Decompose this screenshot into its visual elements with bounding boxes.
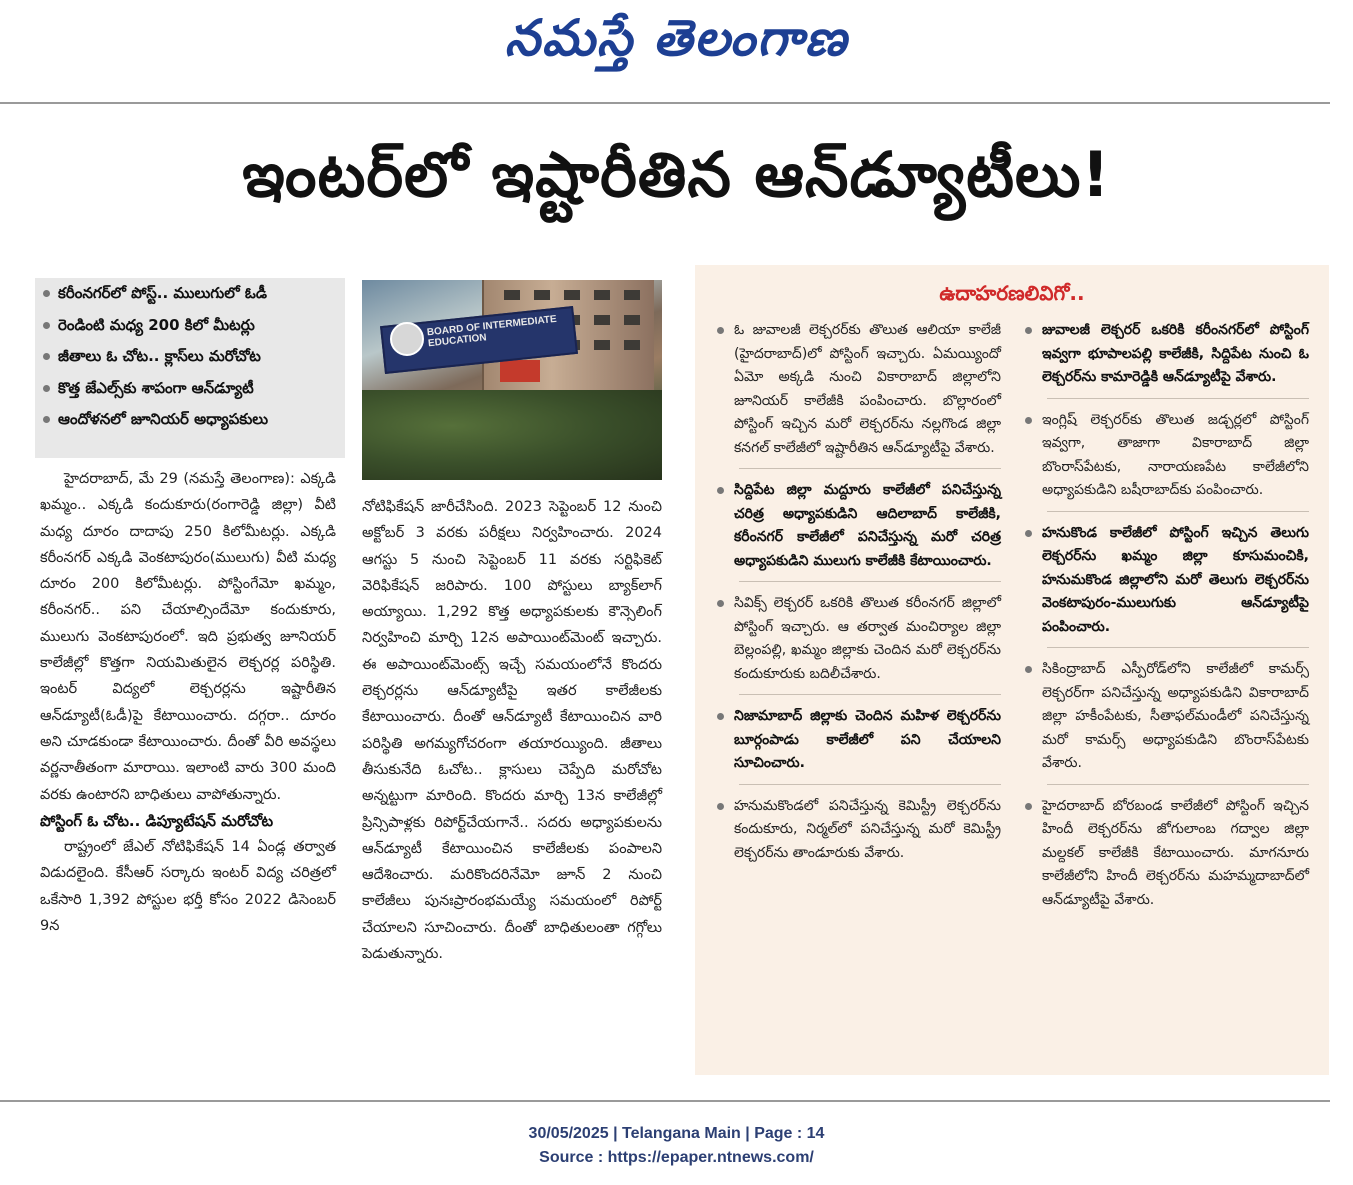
- highlight-item: జీతాలు ఓ చోట.. క్లాస్‌లు మరోచోట: [41, 347, 339, 367]
- sidebar-item: హైదరాబాద్ బోరబండ కాలేజీలో పోస్టింగ్ ఇచ్చిన హిందీ లెక్చరర్‌ను జోగులాంబ గద్వాల జిల్లా మల్దకల్ కాలేజీకి కేటాయించారు. మాగనూరు కాలేజీలోని హిందీ లెక్చరర్‌ను మహమ్మదాబాద్‌లో ఆన్‌డ్యూటీపై వేశారు.: [1025, 795, 1309, 913]
- sidebar-column-right: [1025, 319, 1309, 926]
- item-divider: [739, 581, 1001, 582]
- bullet-icon: [43, 353, 50, 360]
- top-divider: [0, 102, 1330, 104]
- sidebar-title: ఉదాహరణలివిగో..: [939, 281, 1085, 305]
- sidebar-column-left: [717, 319, 1001, 879]
- article-paragraph: హైదరాబాద్, మే 29 (నమస్తే తెలంగాణ): ఎక్కడి ఖమ్మం.. ఎక్కడి కందుకూరు(రంగారెడ్డి జిల్లా) వీటి మధ్య దూరం దాదాపు 250 కిలోమీటర్లు. ఎక్కడి కరీంనగర్ ఎక్కడి వెంకటాపురం(ములుగు) వీటి మధ్య దూరం 200 కిలోమీటర్లు. పోస్టింగేమో ఖమ్మం, కరీంనగర్.. పని చేయాల్సిందేమో కందుకూరు, ములుగు వెంకటాపురంలో. ఇది ప్రభుత్వ జూనియర్ కాలేజీల్లో కొత్తగా నియమితులైన లెక్చరర్ల పరిస్థితి. ఇంటర్ విద్యలో లెక్చరర్లను ఇష్టారీతిన ఆన్‌డ్యూటీ(ఓడీ)పై కేటాయించారు. దగ్గరా.. దూరం అని చూడకుండా కేటాయించారు. దీంతో వీరి అవస్థలు వర్ణనాతీతంగా మారాయి. ఇలాంటి వారు 300 మంది వరకు ఉంటారని బాధితులు వాపోతున్నారు.: [40, 471, 336, 803]
- photo-signboard: BOARD OF INTERMEDIATE EDUCATION: [380, 306, 578, 374]
- photo-trees: [362, 390, 662, 480]
- bottom-divider: [0, 1100, 1330, 1102]
- item-divider: [739, 468, 1001, 469]
- article-paragraph: నోటిఫికేషన్ జారీచేసింది. 2023 సెప్టెంబర్ 12 నుంచి అక్టోబర్ 3 వరకు పరీక్షలు నిర్వహించారు. 2024 ఆగస్టు 5 నుంచి సెప్టెంబర్ 11 వరకు సర్టిఫికెట్ వెరిఫికేషన్ జరిపారు. 100 పోస్టులు బ్యాక్‌లాగ్ అయ్యాయి. 1,292 కొత్త అధ్యాపకులకు కౌన్సెలింగ్ నిర్వహించి మార్చి 12న అపాయింట్‌మెంట్ ఇచ్చారు. ఈ అపాయింట్‌మెంట్స్ ఇచ్చే సమయంలోనే కొందరు లెక్చరర్లను ఆన్‌డ్యూటీపై ఇతర కాలేజీలకు కేటాయించారు. దీంతో ఆన్‌డ్యూటీ కేటాయించిన వారి పరిస్థితి అగమ్యగోచరంగా తయారయ్యింది. జీతాలు తీసుకునేది ఓచోట.. క్లాసులు చెప్పేది మరోచోట అన్నట్టుగా మారింది. కొందరు మార్చి 13న కాలేజీల్లో ప్రిన్సిపాళ్లకు రిపోర్ట్‌చేయగానే.. సదరు అధ్యాపకులను ఆన్‌డ్యూటీ కేటాయించిన కాలేజీలకు పంపాలని ఆదేశించారు. మరికొందరినేమో జూన్ 2 నుంచి కాలేజీలు పునఃప్రారంభమయ్యే సమయంలో రిపోర్ట్ చేయాలని సూచించారు. దీంతో బాధితులంతా గగ్గోలు పెడుతున్నారు.: [362, 499, 662, 963]
- bullet-icon: [43, 322, 50, 329]
- item-divider: [739, 694, 1001, 695]
- bullet-icon: [717, 713, 724, 720]
- bullet-icon: [717, 487, 724, 494]
- sidebar-item: నిజామాబాద్ జిల్లాకు చెందిన మహిళ లెక్చరర్‌ను బూర్గంపాడు కాలేజీలో పని చేయాలని సూచించారు.: [717, 705, 1001, 776]
- highlight-item: కొత్త జేఎల్స్‌కు శాపంగా ఆన్‌డ్యూటీ: [41, 379, 339, 399]
- bullet-icon: [717, 803, 724, 810]
- sidebar-item: సికింద్రాబాద్ ఎస్పీరోడ్‌లోని కాలేజీలో కామర్స్ లెక్చరర్‌గా పనిచేస్తున్న అధ్యాపకుడిని వికారాబాద్ జిల్లా హకీంపేటకు, సీతాఫల్‌మండీలో పనిచేస్తున్న మరో కామర్స్ అధ్యాపకుడిని బొంరాస్‌పేటకు వేశారు.: [1025, 658, 1309, 776]
- item-divider: [1047, 398, 1309, 399]
- sidebar-item: సిద్దిపేట జిల్లా మద్దూరు కాలేజీలో పనిచేస్తున్న చరిత్ర అధ్యాపకుడిని ఆదిలాబాద్ కాలేజీకి, కరీంనగర్ కాలేజీలో పనిచేస్తున్న మరో చరిత్ర అధ్యాపకుడిని ములుగు కాలేజీకి కేటాయించారు.: [717, 479, 1001, 573]
- sidebar-item: ఓ జువాలజీ లెక్చరర్‌కు తొలుత ఆలియా కాలేజీ (హైదరాబాద్)లో పోస్టింగ్ ఇచ్చారు. ఏమయ్యిందో ఏమో అక్కడి నుంచి వికారాబాద్ జిల్లాలోని జూనియర్ కాలేజీకి పంపించారు. బొల్లారంలో పోస్టింగ్ ఇచ్చిన మరో లెక్చరర్‌ను నల్లగొండ జిల్లా కనగల్ కాలేజీలో ఇష్టారీతిన ఆన్‌డ్యూటీపై వేశారు.: [717, 319, 1001, 460]
- item-divider: [1047, 511, 1309, 512]
- highlights-box: [35, 278, 345, 458]
- sidebar-item: జువాలజీ లెక్చరర్ ఒకరికి కరీంనగర్‌లో పోస్టింగ్ ఇవ్వగా భూపాలపల్లి కాలేజీకి, సిద్దిపేట నుంచి ఓ లెక్చరర్‌ను కామారెడ్డికి ఆన్‌డ్యూటీపై వేశారు.: [1025, 319, 1309, 390]
- emblem-icon: [390, 322, 424, 356]
- source-link[interactable]: Source : https://epaper.ntnews.com/: [539, 1149, 814, 1166]
- item-divider: [739, 784, 1001, 785]
- article-column-2: [362, 494, 662, 967]
- article-subhead: పోస్టింగ్ ఓ చోట.. డిప్యూటేషన్ మరోచోట: [40, 811, 274, 830]
- bullet-icon: [1025, 666, 1032, 673]
- highlight-item: ఆందోళనలో జూనియర్ అధ్యాపకులు: [41, 410, 339, 430]
- article-column-1: [40, 466, 336, 939]
- highlight-item: రెండింటి మధ్య 200 కిలో మీటర్లు: [41, 316, 339, 336]
- bullet-icon: [717, 600, 724, 607]
- bullet-icon: [43, 290, 50, 297]
- masthead-logo: నమస్తే తెలంగాణ: [504, 8, 849, 67]
- sidebar-item: ఇంగ్లిష్ లెక్చరర్‌కు తొలుత జడ్చర్లలో పోస్టింగ్ ఇవ్వగా, తాజాగా వికారాబాద్ జిల్లా బొంరాస్‌పేటకు, నారాయణపేట కాలేజీలోని అధ్యాపకుడిని బషీరాబాద్‌కు పంపించారు.: [1025, 409, 1309, 503]
- item-divider: [1047, 784, 1309, 785]
- bullet-icon: [43, 385, 50, 392]
- examples-sidebar: [695, 265, 1329, 1075]
- page-footer: [0, 1122, 1353, 1170]
- bullet-icon: [43, 416, 50, 423]
- article-paragraph: రాష్ట్రంలో జేఎల్ నోటిఫికేషన్ 14 ఏండ్ల తర్వాత విడుదలైంది. కేసీఆర్ సర్కారు ఇంటర్ విద్య చరిత్రలో ఒకేసారి 1,392 పోస్టుల భర్తీ కోసం 2022 డిసెంబర్ 9న: [40, 839, 336, 935]
- edition-info: 30/05/2025 | Telangana Main | Page : 14: [528, 1125, 825, 1142]
- sidebar-item: హనుమకొండలో పనిచేస్తున్న కెమిస్ట్రీ లెక్చరర్‌ను కందుకూరు, నిర్మల్‌లో పనిచేస్తున్న మరో కెమిస్ట్రీ లెక్చరర్‌ను తాండూరుకు వేశారు.: [717, 795, 1001, 866]
- sidebar-item: సివిక్స్ లెక్చరర్ ఒకరికి తొలుత కరీంనగర్ జిల్లాలో పోస్టింగ్ ఇచ్చారు. ఆ తర్వాత మంచిర్యాల జిల్లా బెల్లంపల్లి, ఖమ్మం జిల్లాకు చెందిన మరో లెక్చరర్‌ను కందుకూరుకు బదిలీచేశారు.: [717, 592, 1001, 686]
- bullet-icon: [1025, 327, 1032, 334]
- bullet-icon: [1025, 530, 1032, 537]
- photo-banner: [500, 360, 540, 382]
- bullet-icon: [1025, 417, 1032, 424]
- item-divider: [1047, 647, 1309, 648]
- bullet-icon: [717, 327, 724, 334]
- bullet-icon: [1025, 803, 1032, 810]
- headline: ఇంటర్‌లో ఇష్టారీతిన ఆన్‌డ్యూటీలు!: [242, 138, 1111, 211]
- sidebar-item: హనుకొండ కాలేజీలో పోస్టింగ్ ఇచ్చిన తెలుగు లెక్చరర్‌ను ఖమ్మం జిల్లా కూసుమంచికి, హనుమకొండ జిల్లాలోని మరో తెలుగు లెక్చరర్‌ను వెంకటాపురం-ములుగుకు ఆన్‌డ్యూటీపై పంపించారు.: [1025, 522, 1309, 640]
- highlight-item: కరీంనగర్‌లో పోస్ట్.. ములుగులో ఓడీ: [41, 284, 339, 304]
- board-building-photo: [362, 280, 662, 480]
